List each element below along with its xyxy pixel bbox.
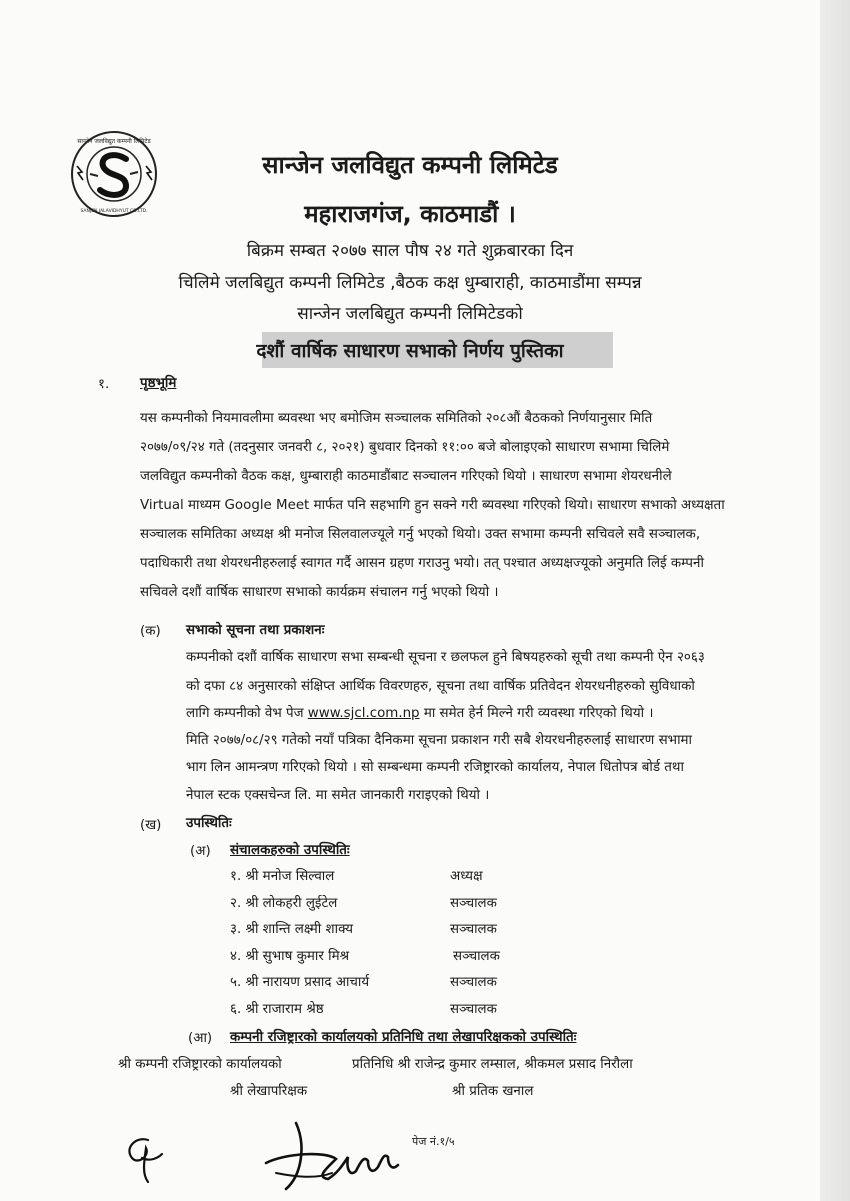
signature-1 <box>118 1128 168 1188</box>
director-role: अध्यक्ष <box>450 869 483 884</box>
sub-a-heading: सभाको सूचना तथा प्रकाशनः <box>186 623 325 638</box>
page-number: पेज नं.१/५ <box>412 1135 455 1148</box>
company-address: महाराजगंज, काठमाडौं । <box>304 200 516 228</box>
para-line-3: जलविद्युत कम्पनीको वैठक कक्ष, धुम्बाराही काठमाडौंबाट सञ्चालन गरिएको थियो । साधारण सभामा शेयरधनीले <box>140 469 672 484</box>
director-role: सञ्चालक <box>450 1002 497 1017</box>
director-name: १. श्री मनोज सिल्वाल <box>230 869 335 884</box>
part-b-marker: (आ) <box>188 1031 213 1046</box>
sub-a-line-3 <box>186 703 653 721</box>
sub-a-line-4: मिति २०७७/०८/२९ गतेको नयाँ पत्रिका दैनिकमा सूचना प्रकाशन गरी सबै शेयरधनीहरुलाई साधारण सभामा <box>186 733 693 748</box>
registrar-label: श्री कम्पनी रजिष्ट्रारको कार्यालयको <box>118 1057 282 1072</box>
director-role: सञ्चालक <box>450 975 497 990</box>
director-name: २. श्री लोकहरी लुईटेल <box>230 896 338 911</box>
sub-a-marker: (क) <box>140 624 161 639</box>
para-line-4: Virtual माध्यम Google Meet मार्फत पनि सहभागि हुन सक्ने गरी ब्यवस्था गरिएको थियो। साधारण सभाको अध्यक्षता <box>140 498 725 513</box>
sub-a-line-2: को दफा ८४ अनुसारको संक्षिप्त आर्थिक विवरणहरु, सूचना तथा वार्षिक प्रतिवेदन शेयरधनीहरुको सुविधाको <box>186 679 695 694</box>
director-role: सञ्चालक <box>450 922 497 937</box>
sub-b-marker: (ख) <box>140 818 162 833</box>
logo-text-top: सान्जेन जलविद्युत कम्पनी लिमिटेड <box>77 138 151 145</box>
director-name: ६. श्री राजाराम श्रेष्ठ <box>230 1002 324 1017</box>
registrar-value: प्रतिनिधि श्री राजेन्द्र कुमार लम्साल, श्रीकमल प्रसाद निरौला <box>352 1057 633 1072</box>
sub-a-line-1: कम्पनीको दशौं वार्षिक साधारण सभा सम्बन्धी सूचना र छलफल हुने बिषयहरुको सूची तथा कम्पनी ऐन २०६३ <box>186 650 705 665</box>
document-title: दशौं वार्षिक साधारण सभाको निर्णय पुस्तिका <box>256 340 564 362</box>
auditor-value: श्री प्रतिक खनाल <box>452 1084 534 1099</box>
sub-a-line-6: नेपाल स्टक एक्सचेन्ज लि. मा समेत जानकारी गराइएको थियो । <box>186 788 490 803</box>
scan-edge <box>820 0 850 1201</box>
director-name: ४. श्री सुभाष कुमार मिश्र <box>230 949 350 964</box>
para-line-1: यस कम्पनीको नियमावलीमा ब्यवस्था भए बमोजिम सञ्चालक समितिको २०८औं बैठकको निर्णयानुसार मिति <box>140 411 653 426</box>
para-line-6: पदाधिकारी तथा शेयरधनीहरुलाई स्वागत गर्दै आसन ग्रहण गराउनु भयो। तत् पश्चात अध्यक्षज्यूको अनुमति लिई कम्पनी <box>140 556 704 571</box>
auditor-label: श्री लेखापरिक्षक <box>230 1084 308 1099</box>
company-name: सान्जेन जलविद्युत कम्पनी लिमिटेड <box>262 151 558 179</box>
part-a-heading: संचालकहरुको उपस्थितिः <box>230 843 350 858</box>
sub-b-heading: उपस्थितिः <box>186 816 232 831</box>
website-link[interactable]: www.sjcl.com.np <box>307 706 420 721</box>
section-heading: पृष्ठभूमि <box>140 376 177 391</box>
director-role: सञ्चालक <box>450 896 497 911</box>
director-name: ३. श्री शान्ति लक्ष्मी शाक्य <box>230 922 354 937</box>
company-line: सान्जेन जलबिद्युत कम्पनी लिमिटेडको <box>297 304 523 324</box>
part-b-heading: कम्पनी रजिष्ट्रारको कार्यालयको प्रतिनिधि तथा लेखापरिक्षकको उपस्थितिः <box>230 1030 577 1045</box>
meeting-date-line: बिक्रम सम्बत २०७७ साल पौष २४ गते शुक्रबारका दिन <box>246 241 574 261</box>
para-line-7: सचिवले दशौं वार्षिक साधारण सभाको कार्यक्रम संचालन गर्नु भएको थियो । <box>140 585 499 600</box>
para-line-5: सञ्चालक समितिका अध्यक्ष श्री मनोज सिलवालज्यूले गर्नु भएको थियो। उक्त सभामा कम्पनी सचिवले सवै सञ्चालक, <box>140 527 701 542</box>
part-a-marker: (अ) <box>190 844 211 859</box>
section-number: १. <box>98 377 110 392</box>
director-name: ५. श्री नारायण प्रसाद आचार्य <box>230 975 370 990</box>
signature-2 <box>256 1115 406 1195</box>
sub-a-line-5: भाग लिन आमन्त्रण गरिएको थियो । सो सम्बन्धमा कम्पनी रजिष्ट्रारको कार्यालय, नेपाल धितोपत्र बोर्ड तथा <box>186 760 684 775</box>
sub-a-line-3-post: मा समेत हेर्न मिल्ने गरी व्यवस्था गरिएको थियो । <box>419 706 654 721</box>
sub-a-line-3-pre: लागि कम्पनीको वेभ पेज <box>186 706 308 721</box>
para-line-2: २०७७/०९/२४ गते (तदनुसार जनवरी ८, २०२१) बुधवार दिनको ११:०० बजे बोलाइएको साधारण सभामा चिलिमे <box>140 440 670 455</box>
meeting-venue-line: चिलिमे जलबिद्युत कम्पनी लिमिटेड ,बैठक कक्ष धुम्बाराही, काठमाडौंमा सम्पन्न <box>178 273 642 293</box>
logo-text-bottom: SANJEN JALAVIDHYUT CO.LTD. <box>80 209 148 214</box>
director-role: सञ्चालक <box>453 949 500 964</box>
